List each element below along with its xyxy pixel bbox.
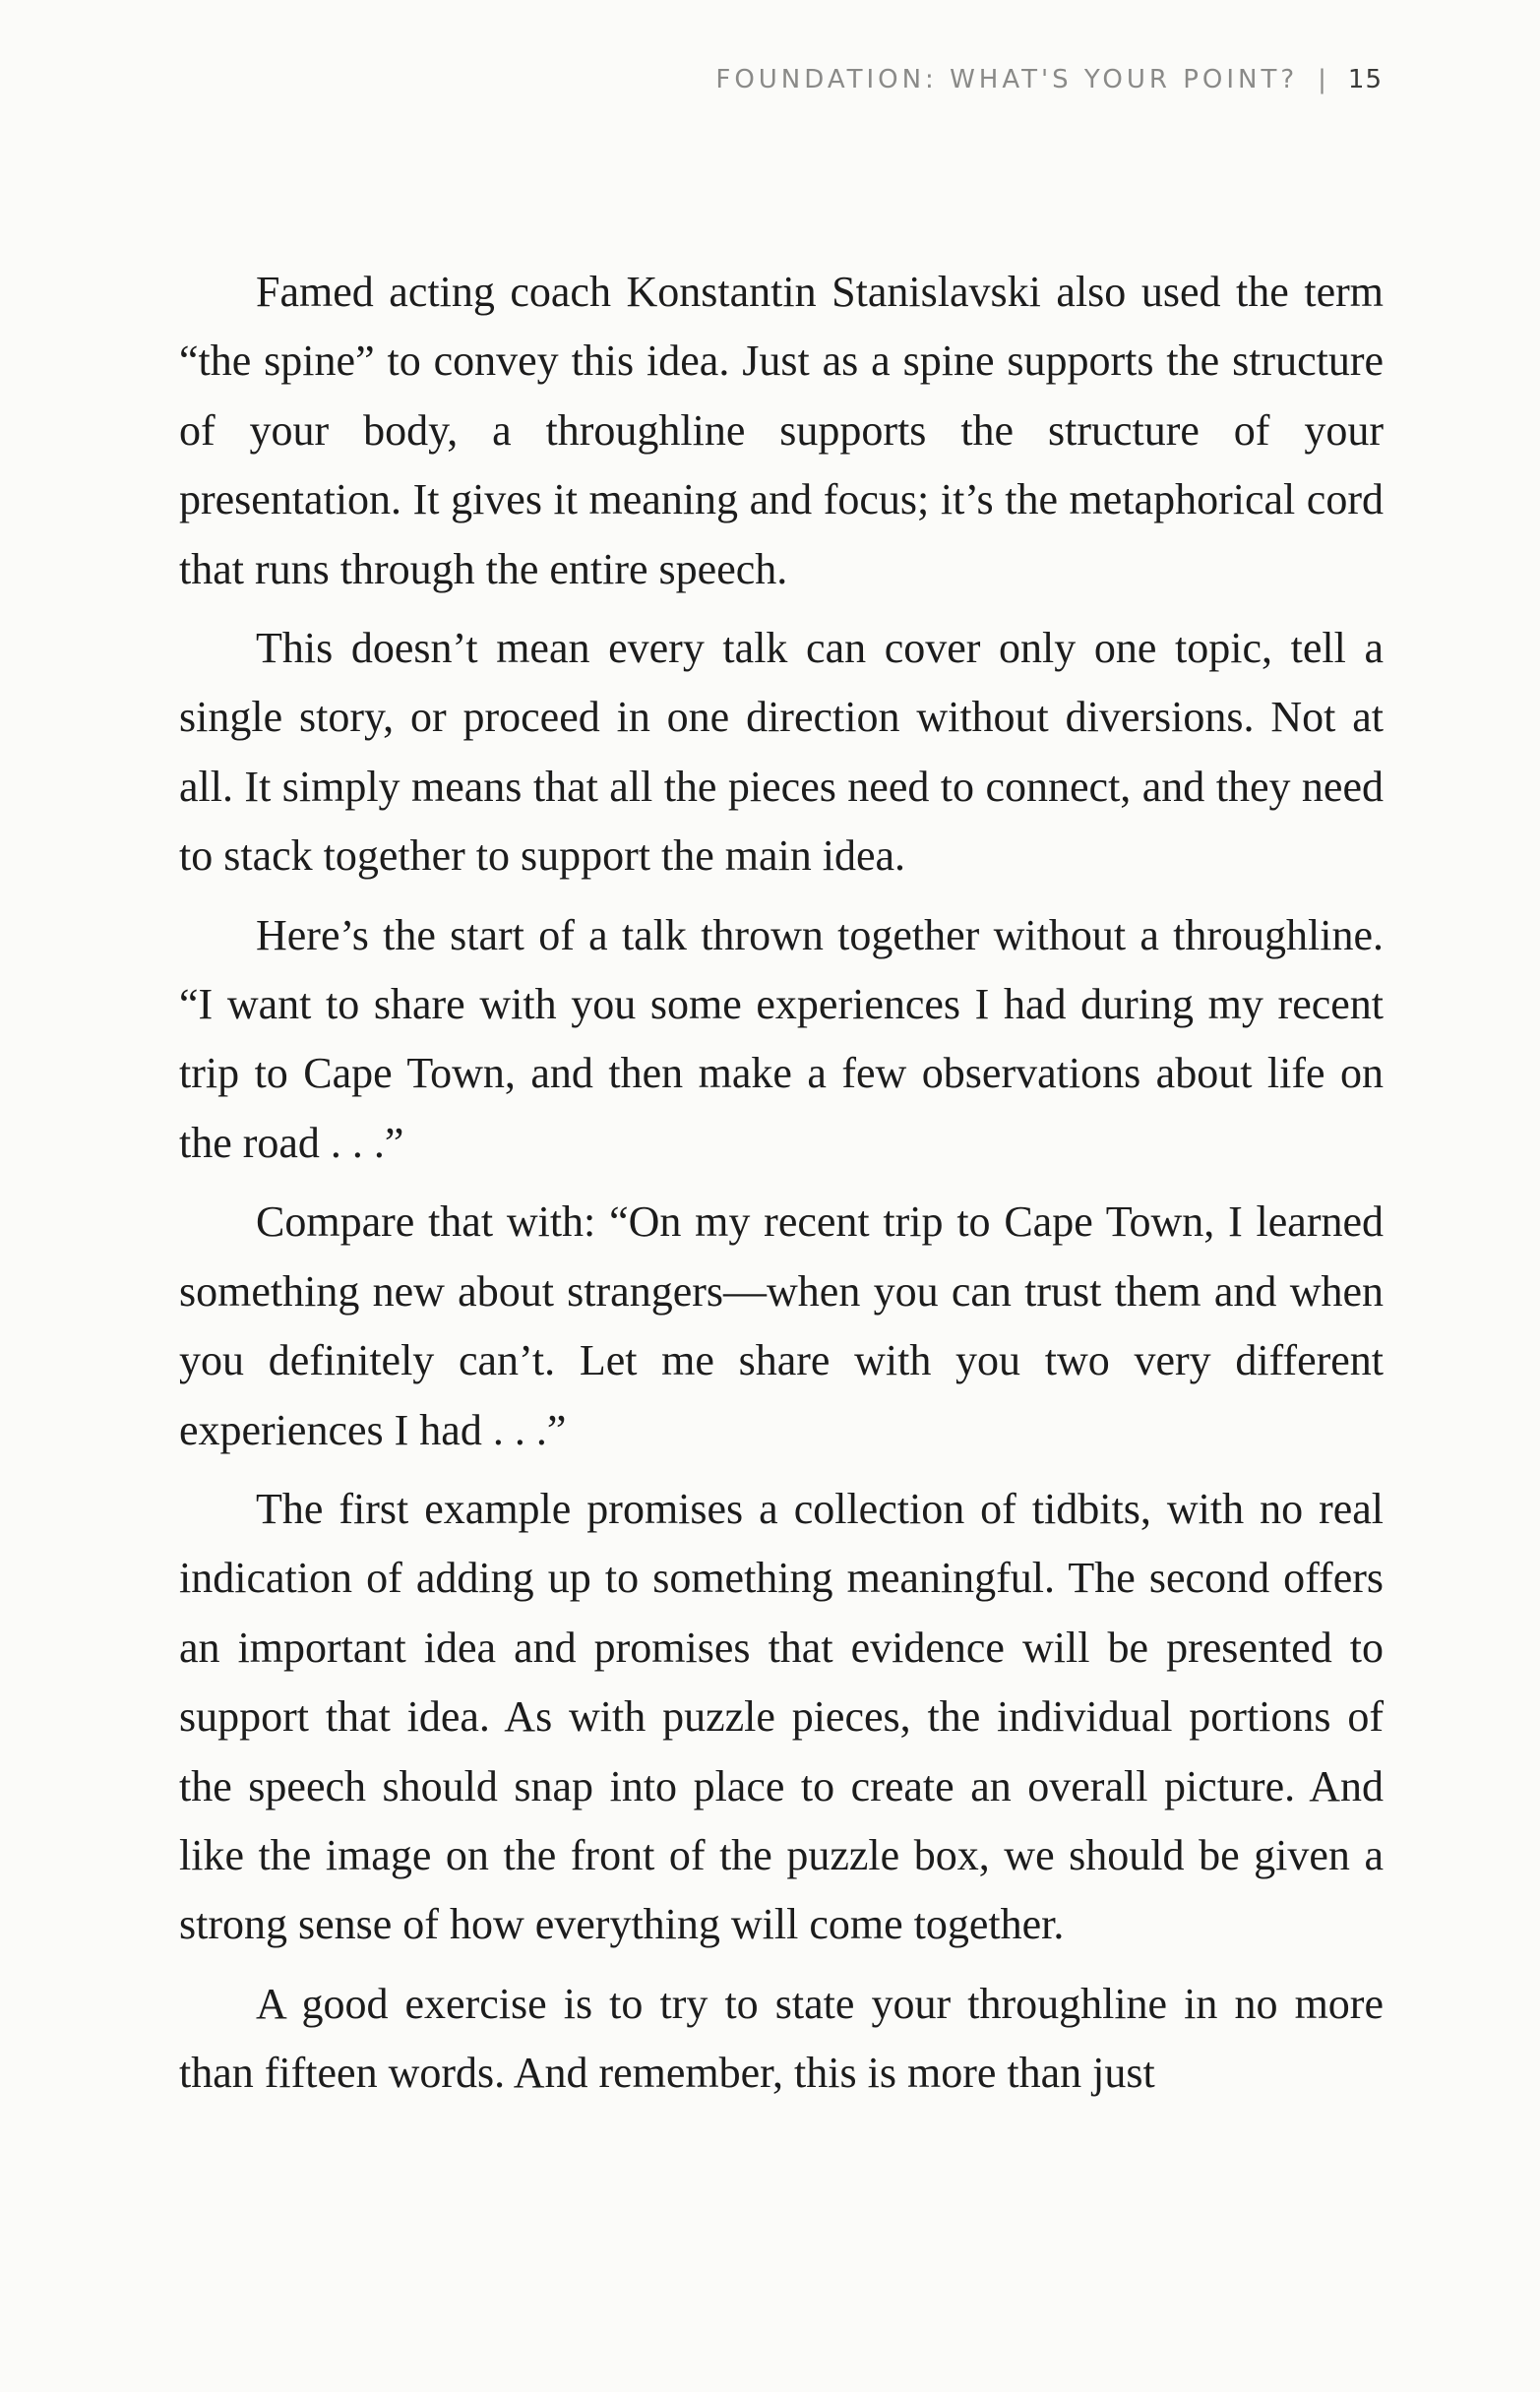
paragraph-2: This doesn’t mean every talk can cover only one topic, tell a single story, or proceed in one direction without diversions. Not at all. It simply means that all the pieces need to connect, and they need to stack together to support the main idea. — [179, 624, 1384, 881]
paragraph-6: A good exercise is to try to state your throughline in no more than fifteen words. And remember, this is more than just — [179, 1979, 1384, 2098]
running-head-title: FOUNDATION: WHAT'S YOUR POINT? — [715, 65, 1299, 94]
running-head — [715, 65, 1383, 94]
body-text — [179, 258, 1384, 2109]
paragraph-5: The first example promises a collection of tidbits, with no real indication of adding up to something meaningful. The second offers an important idea and promises that evidence will be presented to support that idea. As with puzzle pieces, the individual portions of the speech should snap into place to create an overall picture. And like the image on the front of the puzzle box, we should be given a strong sense of how everything will come together. — [179, 1484, 1384, 1949]
paragraph-4: Compare that with: “On my recent trip to Cape Town, I learned something new about strangers—when you can trust them and when you definitely can’t. Let me share with you two very different experiences I had . . .” — [179, 1197, 1384, 1454]
paragraph-1: Famed acting coach Konstantin Stanislavski also used the term “the spine” to convey this idea. Just as a spine supports the structure of your body, a throughline supports the structure of your presentation. It gives it meaning and focus; it’s the metaphorical cord that runs through the entire speech. — [179, 268, 1384, 593]
paragraph-3: Here’s the start of a talk thrown together without a throughline. “I want to share with you some experiences I had during my recent trip to Cape Town, and then make a few observations about life on the road . . .” — [179, 910, 1384, 1167]
running-head-separator: | — [1318, 65, 1330, 94]
page-number: 15 — [1347, 65, 1383, 94]
